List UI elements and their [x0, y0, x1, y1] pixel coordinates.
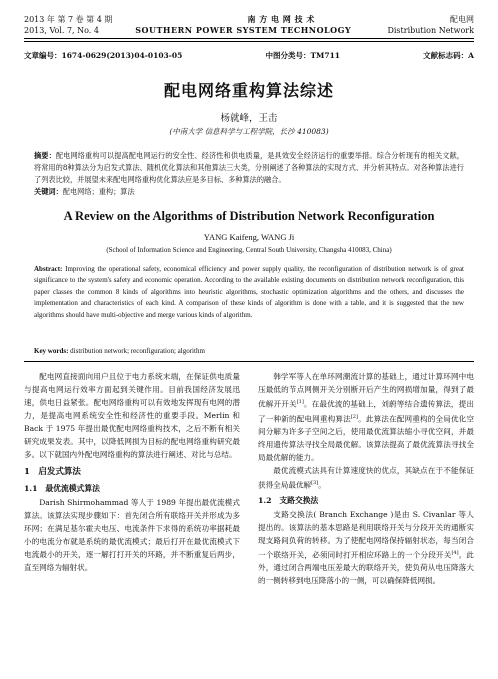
affiliation-cn: (中南大学 信息科学与工程学院，长沙 410083): [169, 127, 329, 136]
paragraph-branch-exchange: 支路交换法( Branch Exchange )是由 S. Civanlar 等人提出的。该算法的基本思路是利用联络开关与分段开关的通断实现支路间负荷的转移。为了使配电网络保持辐射状态，每当闭合一个联络开关，必须同时打开相应环路上的一个分段开关[4]。此外，通过闭合两端电压差最大的联络开关，使负荷从电压降落大的一侧转移到电压降落小的一侧，可以确保降低网损。: [258, 509, 475, 586]
article-meta: [24, 50, 474, 61]
journal-name-en: SOUTHERN POWER SYSTEM TECHNOLOGY: [135, 25, 352, 35]
body-column-right: [258, 370, 474, 587]
document-code: 文献标志码：A: [423, 51, 474, 60]
keywords-label-cn: 关键词：: [34, 187, 63, 196]
journal-issue-en: 2013, Vol. 7, No. 4: [24, 26, 99, 35]
keywords-cn: [34, 187, 464, 197]
section-heading-1: 1 启发式算法: [24, 467, 81, 477]
classification-number: 中图分类号：TM711: [265, 51, 341, 60]
title-en: A Review on the Algorithms of Distribution Network Reconfiguration: [63, 209, 435, 223]
paragraph-optimal-flow: Darish Shirmohammad 等人于 1989 年提出最优流模式算法。该算法实现步骤如下：首先闭合所有联络开关并形成为多环网；在满足基尔霍夫电压、电流条件下求得的系统功率据耗最小的电流分布就是系统的最优流模式；最后打开在最优流模式下电流最小的开关，逐一解打打开关的环路，并不断重复后两步，直至网络为辐射状。: [24, 498, 240, 572]
keywords-label-en: Key words:: [34, 347, 69, 355]
keywords-en: [34, 347, 464, 355]
journal-issue-cn: 2013 年 第 7 卷 第 4 期: [24, 15, 113, 24]
abstract-cn: [34, 150, 464, 186]
section-name-en: Distribution Network: [387, 26, 474, 35]
subsection-heading-1-2: 1.2 支路交换法: [258, 495, 319, 505]
abstract-text-en: Improving the operational safety, economical efficiency and power supply quality, the reconfiguration of distribution network is of great significance to the system's safety and economic operation. According to the available existing documents on distribution network reconfiguration, this paper classes the common 8 kinds of algorithms into heuristic algorithms, stochastic optimization algorithms and the others, and discusses the implementation and characteristics of each kind. A comparison of these kinds of algorithm is done with a table, and it is suggested that the new algorithms should have multi-objective and merge various kinds of algorithm.: [34, 265, 464, 319]
abstract-en: [34, 264, 464, 321]
authors-en: YANG Kaifeng, WANG Ji: [203, 232, 295, 242]
title-cn: 配电网络重构算法综述: [163, 81, 334, 100]
citation-ref: [2]: [350, 413, 358, 420]
journal-name-cn: 南 方 电 网 技 术: [247, 14, 315, 24]
citation-ref: [3]: [311, 480, 319, 487]
keywords-text-cn: 配电网络；重构；算法: [62, 187, 135, 196]
abstract-label-en: Abstract:: [34, 265, 63, 273]
abstract-text-cn: 配电网络重构可以提高配电网运行的安全性、经济性和供电质量，是具效安全经济运行的重要举措。综合分析现有的相关文献，将常用的8种算法分为启发式算法、随机优化算法和其他算法三大类，分别阐述了各种算法的实现方式、并分析其特点。对各种算法进行了列表比较，并展望未来配电网络重构优化算法应是多目标、多种算法的融合。: [34, 151, 464, 184]
header-rule-thin: [24, 41, 474, 42]
authors-cn: 杨就峰，王击: [220, 113, 278, 124]
paragraph-han: 韩学军等人在单环网潮流计算的基础上，通过计算环网中电压最低的节点网侧开关分别断开后产生的网损增加量，得到了最优解开开关[1]。在最优流的基础上，刘蔚等结合遗传算法，提出了一种新的配电网重构算法[2]。此算法在配网重构的全局优化空间分解为许多子空间之后，使用最优流算法缩小寻优空间，并最终用遗传算法寻找全局最优解。该算法提高了最优流算法寻找全局最优解的能力。: [258, 372, 475, 463]
header-rule-thick: [24, 38, 474, 39]
citation-ref: [4]: [451, 549, 459, 556]
affiliation-en: (School of Information Science and Engineering, Central South University, Changsha 410083, China): [106, 246, 392, 254]
keywords-text-en: distribution network; reconfiguration; algorithm: [70, 347, 205, 355]
journal-header: [24, 14, 474, 36]
intro-paragraph: 配电网直接面向用户且位于电力系统末端，在保证供电质量与提高电网运行效率方面起到关键作用。目前我国经济发展迅速，供电日益紧张。配电网络重构可以有效地发挥现有电网的潜力，是提高电网系统安全性和经济性的重要手段。Merlin 和 Back 于 1975 年提出最优配电网络重构技术，之后不断有相关研究成果发表。其中，以降低网损为目标的配电网络重构研究最多。以下就国内外配电网络重构的算法进行阐述、对比与总结。: [24, 372, 240, 459]
abstract-label-cn: 摘要：: [34, 151, 56, 160]
body-column-left: [24, 370, 240, 574]
citation-ref: [1]: [296, 399, 304, 405]
article-number: 文章编号：1674-0629(2013)04-0103-05: [24, 51, 183, 60]
paragraph-pros-cons: 最优流模式法具有计算速度快的优点，其缺点在于不能保证获得全局最优解[3]。: [258, 466, 474, 490]
section-name-cn: 配电网: [450, 15, 474, 24]
subsection-heading-1-1: 1.1 最优流模式算法: [24, 484, 100, 493]
abstract-divider: [24, 361, 474, 362]
